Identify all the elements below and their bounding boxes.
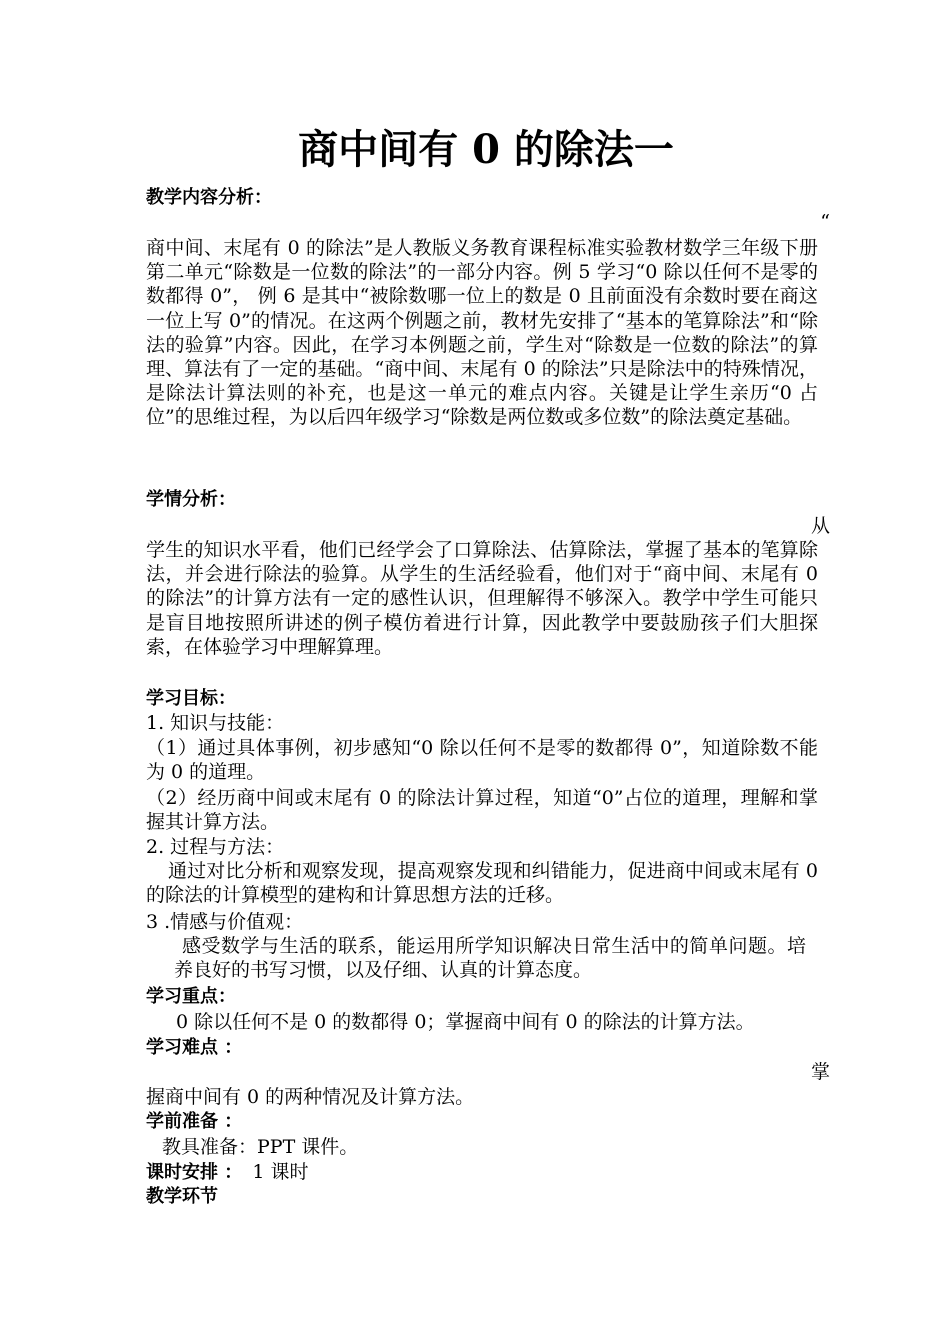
objective-1-title: 1. 知识与技能： xyxy=(146,712,285,734)
heading-student-analysis: 学情分析： xyxy=(146,489,236,510)
heading-content-analysis: 教学内容分析： xyxy=(146,187,272,208)
schedule-line xyxy=(146,1160,830,1185)
key-points-body: 0 除以任何不是 0 的数都得 0；掌握商中间有 0 的除法的计算方法。 xyxy=(176,1011,755,1033)
student-analysis-lead: 从 xyxy=(810,515,830,537)
preparation-body: 教具准备：PPT 课件。 xyxy=(162,1136,359,1158)
schedule-value: 1 课时 xyxy=(252,1161,309,1183)
heading-preparation: 学前准备 ： xyxy=(146,1111,243,1132)
page-title: 商中间有 0 的除法一 xyxy=(298,126,674,173)
heading-objectives: 学习目标： xyxy=(146,688,236,709)
student-analysis-body: 学生的知识水平看，他们已经学会了口算除法、估算除法，掌握了基本的笔算除法，并会进行除法的验算。从学生的生活经验看，他们对于“商中间、末尾有 0 的除法”的计算方法有一定的感性认识，但理解得不够深入。教学中学生可能只是盲目地按照所讲述的例子模仿着进行计算，因此教学中要鼓励孩子们大胆探索，在体验学习中理解算理。 xyxy=(146,539,818,658)
objective-3-body: 感受数学与生活的联系，能运用所学知识解决日常生活中的简单问题。培养良好的书写习惯，以及仔细、认真的计算态度。 xyxy=(174,935,806,982)
objective-1a: （1）通过具体事例，初步感知“0 除以任何不是零的数都得 0”，知道除数不能为 0 的道理。 xyxy=(146,737,818,784)
difficulties-body: 握商中间有 0 的两种情况及计算方法。 xyxy=(146,1086,475,1108)
heading-schedule: 课时安排 ： xyxy=(146,1162,243,1183)
objective-2-title: 2. 过程与方法： xyxy=(146,836,285,858)
content-analysis-body: 商中间、末尾有 0 的除法”是人教版义务教育课程标准实验教材数学三年级下册第二单元“除数是一位数的除法”的一部分内容。例 5 学习“0 除以任何不是零的数都得 0”， 例 6 是其中“被除数哪一位上的数是 0 且前面没有余数时要在商这一位上写 0”的情况。在这两个例题之前，教材先安排了“基本的笔算除法”和“除法的验算”内容。因此，在学习本例题之前，学生对“除数是一位数的除法”的算理、算法有了一定的基础。“商中间、末尾有 0 的除法”只是除法中的特殊情况，是除法计算法则的补充，也是这一单元的难点内容。关键是让学生亲历“0 占位”的思维过程，为以后四年级学习“除数是两位数或多位数”的除法奠定基础。 xyxy=(146,237,818,429)
objective-3-title: 3 .情感与价值观： xyxy=(146,911,304,933)
heading-steps: 教学环节 xyxy=(146,1186,218,1207)
objective-1b: （2）经历商中间或末尾有 0 的除法计算过程，知道“0”占位的道理，理解和掌握其计算方法。 xyxy=(146,787,818,834)
heading-difficulties: 学习难点 ： xyxy=(146,1037,243,1058)
objective-2-body: 通过对比分析和观察发现，提高观察发现和纠错能力，促进商中间或末尾有 0 的除法的计算模型的建构和计算思想方法的迁移。 xyxy=(146,860,818,907)
heading-key-points: 学习重点： xyxy=(146,986,236,1007)
difficulties-lead: 掌 xyxy=(810,1061,830,1083)
content-analysis-lead: “ xyxy=(820,211,830,233)
